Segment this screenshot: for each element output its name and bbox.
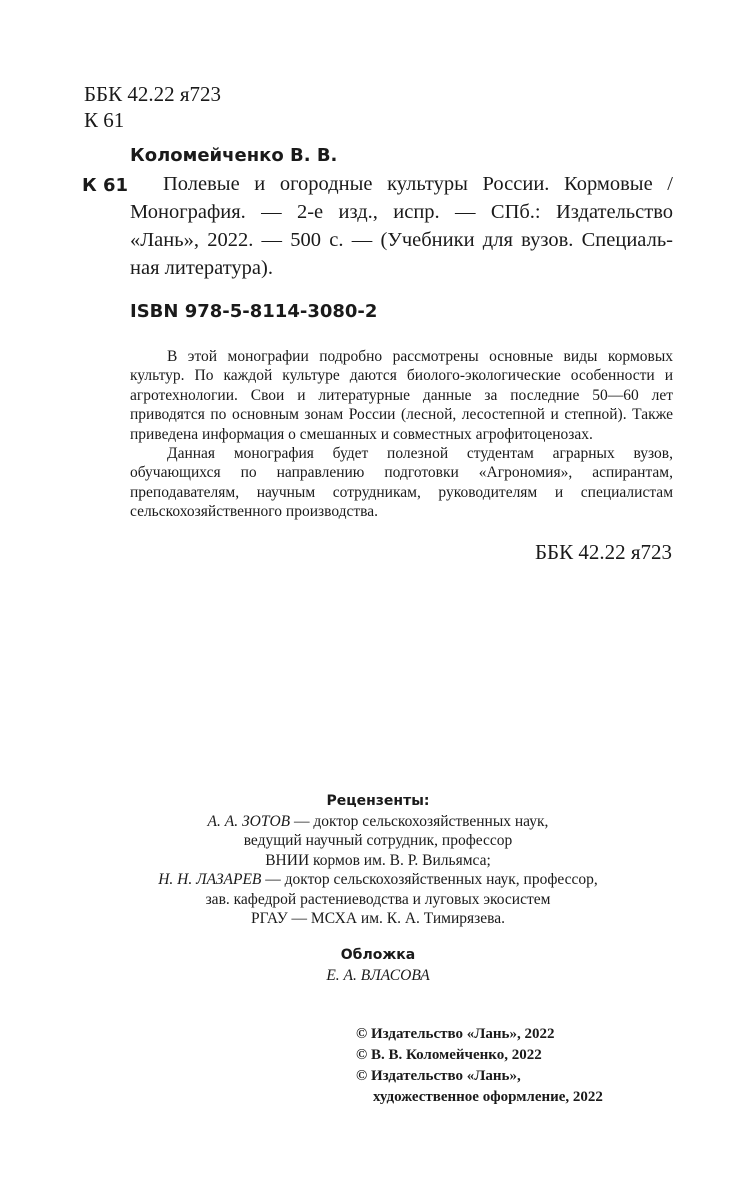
reviewers-block [0,792,756,929]
copyright-line: художественное оформление, 2022 [373,1089,603,1105]
cover-designer: Е. А. ВЛАСОВА [326,966,430,984]
abstract-line: приведена информация о смешанных и совместных агрофитоценозах. [130,425,593,443]
reviewer-1 [0,812,756,832]
abstract-line: культур. По каждой культуре даются биолого-экологические особенности и [130,367,673,385]
reviewer-2-org: РГАУ — МСХА им. К. А. Тимирязева. [250,910,506,927]
author-mark: К 61 [84,108,125,132]
bbk-code-top: ББК 42.22 я723 [84,82,222,106]
abstract-line: Данная монография будет полезной студентам аграрных вузов, [167,445,673,463]
reviewer-1-position: ведущий научный сотрудник, профессор [243,832,513,849]
reviewer-2-name: Н. Н. ЛАЗАРЕВ [158,871,262,888]
copyright-line: © В. В. Коломейченко, 2022 [356,1047,542,1063]
description-line: ная литература). [130,257,273,279]
copyright-block [356,1024,603,1108]
reviewer-2-title: — доктор сельскохозяйственных наук, профессор, [261,871,598,888]
bibliographic-description [130,170,673,282]
reviewer-1-org: ВНИИ кормов им. В. Р. Вильямса; [265,851,491,869]
description-line: Монография. — 2-е изд., испр. — СПб.: Издательство [130,201,673,223]
description-line: Полевые и огородные культуры России. Кормовые / [163,173,673,195]
bbk-code-bottom: ББК 42.22 я723 [534,540,672,564]
copyright-line: © Издательство «Лань», [356,1068,521,1084]
reviewer-1-title: — доктор сельскохозяйственных наук, [290,812,549,830]
cover-block [0,946,756,985]
abstract-line: приводятся по основным зонам России (лесной, лесостепной и степной). Также [130,406,673,424]
cover-heading: Обложка [340,947,416,963]
abstract-line: преподавателям, научным сотрудникам, руководителям и специалистам [130,483,673,501]
abstract-line: В этой монографии подробно рассмотрены основные виды кормовых [167,348,673,365]
author-name: Коломейченко В. В. [130,145,338,166]
reviewer-1-name: А. А. ЗОТОВ [207,812,291,830]
reviewer-2 [0,870,756,890]
abstract [130,347,673,522]
copyright-line: © Издательство «Лань», 2022 [356,1026,555,1042]
abstract-line: обучающихся по направлению подготовки «Агрономия», аспирантам, [130,464,673,482]
author-mark-bold: К 61 [82,175,129,196]
reviewer-2-position: зав. кафедрой растениеводства и луговых экосистем [205,890,551,908]
abstract-line: агротехнологии. Свои и литературные данные за последние 50—60 лет [130,386,673,404]
abstract-line: сельскохозяйственного производства. [130,503,379,521]
isbn: ISBN 978-5-8114-3080-2 [130,301,378,322]
description-line: «Лань», 2022. — 500 с. — (Учебники для вузов. Специаль- [130,229,673,251]
reviewers-heading: Рецензенты: [326,793,430,809]
